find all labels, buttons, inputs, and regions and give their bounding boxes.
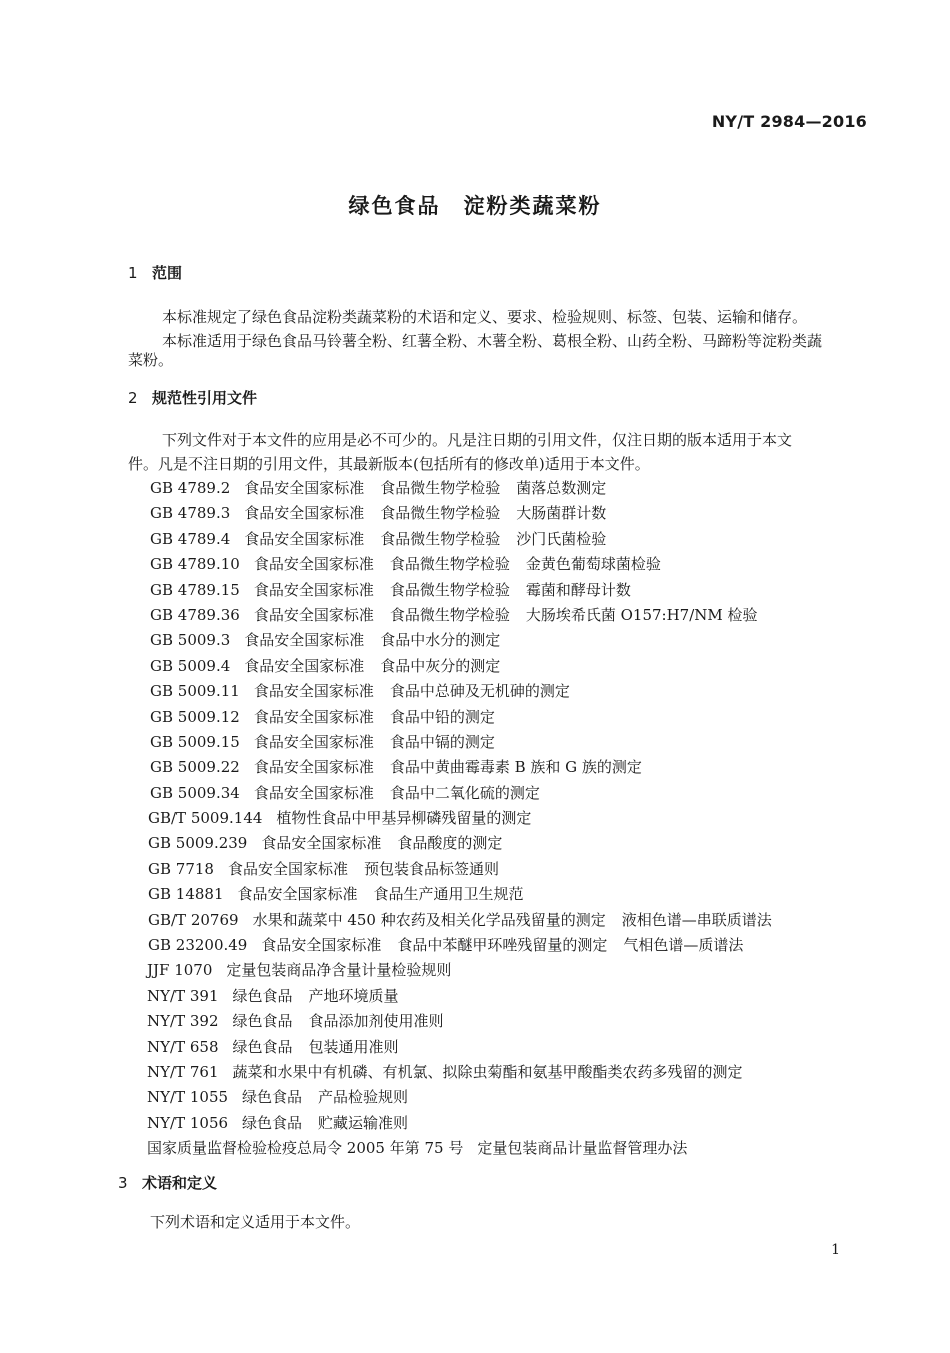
section-1-heading — [128, 262, 182, 283]
reference-code: GB 4789.2 — [150, 479, 231, 497]
reference-code: NY/T 658 — [147, 1037, 219, 1056]
reference-title-part: 食品微生物学检验 — [389, 555, 510, 574]
references-intro-2: 件。凡是不注日期的引用文件，其最新版本(包括所有的修改单)适用于本文件。 — [128, 455, 650, 473]
reference-code: GB 4789.3 — [150, 504, 231, 523]
reference-code: GB/T 20769 — [148, 910, 239, 929]
reference-title-part: 菌落总数测定 — [516, 479, 607, 497]
reference-code: GB 23200.49 — [148, 936, 248, 955]
reference-item — [147, 1035, 788, 1060]
reference-item — [148, 908, 788, 933]
reference-title-part: 包装通用准则 — [308, 1037, 399, 1056]
reference-code: GB 5009.4 — [150, 656, 231, 675]
reference-item — [150, 755, 788, 780]
reference-title-part: 液相色谱—串联质谱法 — [621, 910, 772, 929]
reference-title-part: 食品中镉的测定 — [389, 732, 495, 751]
section-number: 3 — [118, 1174, 128, 1192]
reference-code: GB 5009.239 — [148, 834, 248, 853]
reference-title-part: 植物性食品中甲基异柳磷残留量的测定 — [276, 809, 532, 828]
reference-code: GB 5009.22 — [150, 758, 240, 777]
reference-title-part: 食品微生物学检验 — [389, 580, 510, 599]
reference-code: GB 4789.15 — [150, 580, 240, 599]
reference-title-part: 食品安全国家标准 — [253, 783, 374, 802]
reference-item — [148, 882, 788, 907]
reference-item — [147, 1085, 788, 1110]
reference-title-part: 绿色食品 — [242, 1113, 303, 1132]
reference-item — [147, 1060, 788, 1085]
reference-code: JJF 1070 — [147, 961, 213, 980]
reference-item — [150, 527, 788, 552]
reference-title-part: 食品安全国家标准 — [253, 605, 374, 624]
document-title: 绿色食品 淀粉类蔬菜粉 — [348, 194, 602, 218]
terms-paragraph: 下列术语和定义适用于本文件。 — [150, 1213, 361, 1231]
reference-title-part: 大肠埃希氏菌 O157:H7/NM 检验 — [525, 605, 758, 624]
standard-code: NY/T 2984—2016 — [711, 112, 867, 131]
reference-title-part: 食品微生物学检验 — [380, 479, 501, 497]
reference-code: NY/T 1055 — [147, 1088, 229, 1107]
reference-title-part: 食品中二氧化硫的测定 — [389, 783, 540, 802]
reference-item — [150, 705, 788, 730]
reference-item — [147, 1111, 788, 1136]
reference-item — [150, 679, 788, 704]
reference-code: GB/T 5009.144 — [148, 809, 263, 828]
reference-item — [150, 730, 788, 755]
reference-title-part: 气相色谱—质谱法 — [623, 936, 744, 955]
reference-code: 国家质量监督检验检疫总局令 2005 年第 75 号 — [147, 1139, 464, 1158]
reference-code: GB 5009.12 — [150, 707, 240, 726]
reference-title-part: 食品中苯醚甲环唑残留量的测定 — [397, 936, 608, 955]
reference-code: GB 4789.36 — [150, 605, 240, 624]
reference-code: GB 5009.34 — [150, 783, 240, 802]
reference-item — [147, 1136, 788, 1161]
section-title: 术语和定义 — [142, 1174, 218, 1192]
reference-title-part: 食品安全国家标准 — [261, 936, 382, 955]
section-title: 规范性引用文件 — [152, 389, 258, 407]
reference-title-part: 食品中灰分的测定 — [380, 656, 501, 675]
reference-title-part: 绿色食品 — [232, 1037, 293, 1056]
reference-code: NY/T 391 — [147, 986, 219, 1005]
reference-code: GB 14881 — [148, 885, 224, 904]
reference-code: NY/T 761 — [147, 1062, 219, 1081]
reference-item — [148, 933, 788, 958]
reference-item — [147, 958, 788, 983]
reference-item — [150, 476, 788, 501]
reference-title-part: 食品安全国家标准 — [253, 758, 374, 777]
reference-code: NY/T 392 — [147, 1012, 219, 1031]
reference-item — [150, 654, 788, 679]
reference-title-part: 食品安全国家标准 — [253, 707, 374, 726]
reference-title-part: 食品安全国家标准 — [261, 834, 382, 853]
reference-title-part: 霉菌和酵母计数 — [525, 580, 631, 599]
reference-code: GB 4789.10 — [150, 555, 240, 574]
reference-code: GB 5009.11 — [150, 682, 240, 701]
reference-title-part: 产地环境质量 — [308, 986, 399, 1005]
reference-item — [148, 831, 788, 856]
reference-code: GB 4789.4 — [150, 529, 231, 548]
scope-paragraph-1: 本标准规定了绿色食品淀粉类蔬菜粉的术语和定义、要求、检验规则、标签、包装、运输和储存。 — [162, 308, 808, 326]
page-number: 1 — [831, 1242, 840, 1258]
reference-title-part: 绿色食品 — [232, 1012, 293, 1031]
reference-title-part: 贮藏运输准则 — [318, 1113, 409, 1132]
reference-title-part: 食品微生物学检验 — [380, 529, 501, 548]
reference-title-part: 产品检验规则 — [318, 1088, 409, 1107]
reference-title-part: 食品酸度的测定 — [397, 834, 503, 853]
reference-title-part: 绿色食品 — [232, 986, 293, 1005]
reference-item — [150, 628, 788, 653]
section-3-heading — [118, 1172, 217, 1193]
reference-title-part: 食品安全国家标准 — [227, 859, 348, 878]
section-title: 范围 — [152, 264, 183, 282]
reference-item — [150, 578, 788, 603]
section-number: 2 — [128, 389, 138, 407]
reference-title-part: 食品安全国家标准 — [253, 682, 374, 701]
reference-title-part: 食品微生物学检验 — [389, 605, 510, 624]
reference-title-part: 金黄色葡萄球菌检验 — [525, 555, 661, 574]
reference-title-part: 食品中铅的测定 — [389, 707, 495, 726]
reference-title-part: 食品中黄曲霉毒素 B 族和 G 族的测定 — [389, 758, 642, 777]
reference-item — [150, 603, 788, 628]
reference-code: GB 5009.3 — [150, 631, 231, 650]
scope-paragraph-2: 本标准适用于绿色食品马铃薯全粉、红薯全粉、木薯全粉、葛根全粉、山药全粉、马蹄粉等淀粉类蔬 — [162, 332, 823, 350]
reference-title-part: 食品生产通用卫生规范 — [373, 885, 524, 904]
reference-title-part: 食品添加剂使用准则 — [308, 1012, 444, 1031]
reference-item — [148, 857, 788, 882]
reference-item — [147, 1009, 788, 1034]
reference-item — [150, 501, 788, 526]
reference-item — [148, 806, 788, 831]
reference-title-part: 沙门氏菌检验 — [516, 529, 607, 548]
reference-title-part: 食品安全国家标准 — [244, 631, 365, 650]
reference-title-part: 食品安全国家标准 — [244, 504, 365, 523]
reference-title-part: 定量包装商品净含量计量检验规则 — [226, 961, 452, 980]
reference-code: GB 7718 — [148, 859, 214, 878]
reference-title-part: 大肠菌群计数 — [516, 504, 607, 523]
reference-title-part: 食品中水分的测定 — [380, 631, 501, 650]
reference-item — [150, 552, 788, 577]
reference-title-part: 食品中总砷及无机砷的测定 — [389, 682, 570, 701]
reference-title-part: 食品安全国家标准 — [244, 529, 365, 548]
reference-item — [147, 984, 788, 1009]
reference-title-part: 蔬菜和水果中有机磷、有机氯、拟除虫菊酯和氨基甲酸酯类农药多残留的测定 — [232, 1062, 743, 1081]
reference-title-part: 食品安全国家标准 — [244, 479, 365, 497]
references-intro-1: 下列文件对于本文件的应用是必不可少的。凡是注日期的引用文件，仅注日期的版本适用于本文 — [162, 431, 793, 449]
reference-item — [150, 781, 788, 806]
reference-title-part: 食品安全国家标准 — [237, 885, 358, 904]
reference-title-part: 水果和蔬菜中 450 种农药及相关化学品残留量的测定 — [252, 910, 606, 929]
reference-title-part: 绿色食品 — [242, 1088, 303, 1107]
reference-title-part: 食品微生物学检验 — [380, 504, 501, 523]
section-2-heading — [128, 387, 257, 408]
reference-title-part: 食品安全国家标准 — [253, 555, 374, 574]
normative-reference-list — [147, 476, 788, 1162]
scope-paragraph-2-cont: 菜粉。 — [128, 351, 174, 369]
reference-title-part: 食品安全国家标准 — [253, 580, 374, 599]
reference-title-part: 食品安全国家标准 — [244, 656, 365, 675]
reference-title-part: 预包装食品标签通则 — [363, 859, 499, 878]
reference-code: GB 5009.15 — [150, 732, 240, 751]
reference-title-part: 食品安全国家标准 — [253, 732, 374, 751]
reference-title-part: 定量包装商品计量监督管理办法 — [477, 1139, 688, 1158]
reference-code: NY/T 1056 — [147, 1113, 229, 1132]
section-number: 1 — [128, 264, 138, 282]
